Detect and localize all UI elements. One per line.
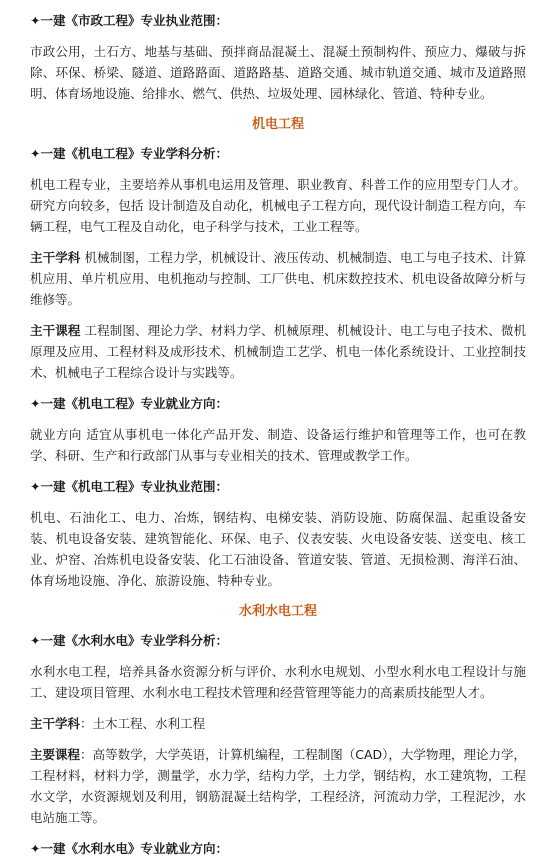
paragraph-mech-main-courses (30, 320, 526, 383)
heading-mech-employment: ✦一建《机电工程》专业就业方向： (30, 396, 228, 411)
paragraph-water-analysis: 水利水电工程，培养具备水资源分析与评价、水利水电规划、小型水利水电工程设计与施工、建设项目管理、水利水电工程技术管理和经营管理等能力的高素质技能型人才。 (30, 664, 526, 700)
section-title-water-conservancy: 水利水电工程 (238, 604, 317, 619)
text-main-courses: 工程制图、理论力学、材料力学、机械原理、机械设计、电工与电子技术、微机原理及应用、工程材料及成形技术、机械制造工艺学、机电一体化系统设计、工业控制技术、机械电子工程综合设计与实践等。 (30, 323, 526, 380)
heading-mech-analysis: ✦一建《机电工程》专业学科分析： (30, 146, 228, 161)
paragraph-mech-analysis: 机电工程专业，主要培养从事机电运用及管理、职业教育、科普工作的应用型专门人才。研究方向较多，包括 设计制造及自动化，机械电子工程方向，现代设计制造工程方向，车辆工程，电气工程及自动化，电子科学与技术，工业工程等。 (30, 177, 526, 234)
paragraph-water-main-courses (30, 744, 526, 828)
text-water-main-subjects: ：土木工程、水利工程 (80, 716, 206, 731)
heading-water-analysis: ✦一建《水利水电》专业学科分析： (30, 633, 228, 648)
heading-mech-scope: ✦一建《机电工程》专业执业范围： (30, 479, 228, 494)
label-water-main-courses: 主要课程 (30, 747, 81, 762)
paragraph-mech-employment: 就业方向 适宜从事机电一体化产品开发、制造、设备运行维护和管理等工作，也可在教学、科研、生产和行政部门从事与专业相关的技术、管理或教学工作。 (30, 427, 526, 463)
label-water-main-subjects: 主干学科 (30, 716, 81, 731)
text-water-main-courses: ：高等数学，大学英语，计算机编程，工程制图（CAD），大学物理，理论力学，工程材料，材料力学，测量学，水力学，结构力学，土力学，钢结构，水工建筑物，工程水文学，水资源规划及利用，钢筋混凝土结构学，工程经济，河流动力学，工程泥沙，水电站施工等。 (30, 747, 526, 825)
heading-water-employment: ✦一建《水利水电》专业就业方向： (30, 841, 228, 856)
section-title-mechanical-electrical: 机电工程 (251, 117, 304, 132)
heading-municipal-scope: ✦一建《市政工程》专业执业范围： (30, 13, 228, 28)
text-main-subjects: 机械制图，工程力学，机械设计、液压传动、机械制造、电工与电子技术、计算机应用、单片机应用、电机拖动与控制、工厂供电、机床数控技术、机电设备故障分析与维修等。 (30, 250, 526, 307)
paragraph-mech-scope: 机电、石油化工、电力、冶炼，钢结构、电梯安装、消防设施、防腐保温、起重设备安装、机电设备安装、建筑智能化、环保、电子、仪表安装、火电设备安装、送变电、核工业、炉窑、冶炼机电设备安装、化工石油设备、管道安装、管道、无损检测、海洋石油、体育场地设施、净化、旅游设施、特种专业。 (30, 510, 526, 588)
paragraph-mech-main-subjects (30, 247, 526, 310)
label-main-subjects: 主干学科 (30, 250, 81, 265)
paragraph-water-main-subjects (30, 713, 526, 734)
label-main-courses: 主干课程 (30, 323, 81, 338)
paragraph-municipal-scope: 市政公用，土石方、地基与基础、预拌商品混凝土、混凝土预制构件、预应力、爆破与拆除、环保、桥梁、隧道、道路路面、道路路基、道路交通、城市轨道交通、城市及道路照明、体育场地设施、给排水、燃气、供热、垃圾处理、园林绿化、管道、特种专业。 (30, 44, 526, 101)
